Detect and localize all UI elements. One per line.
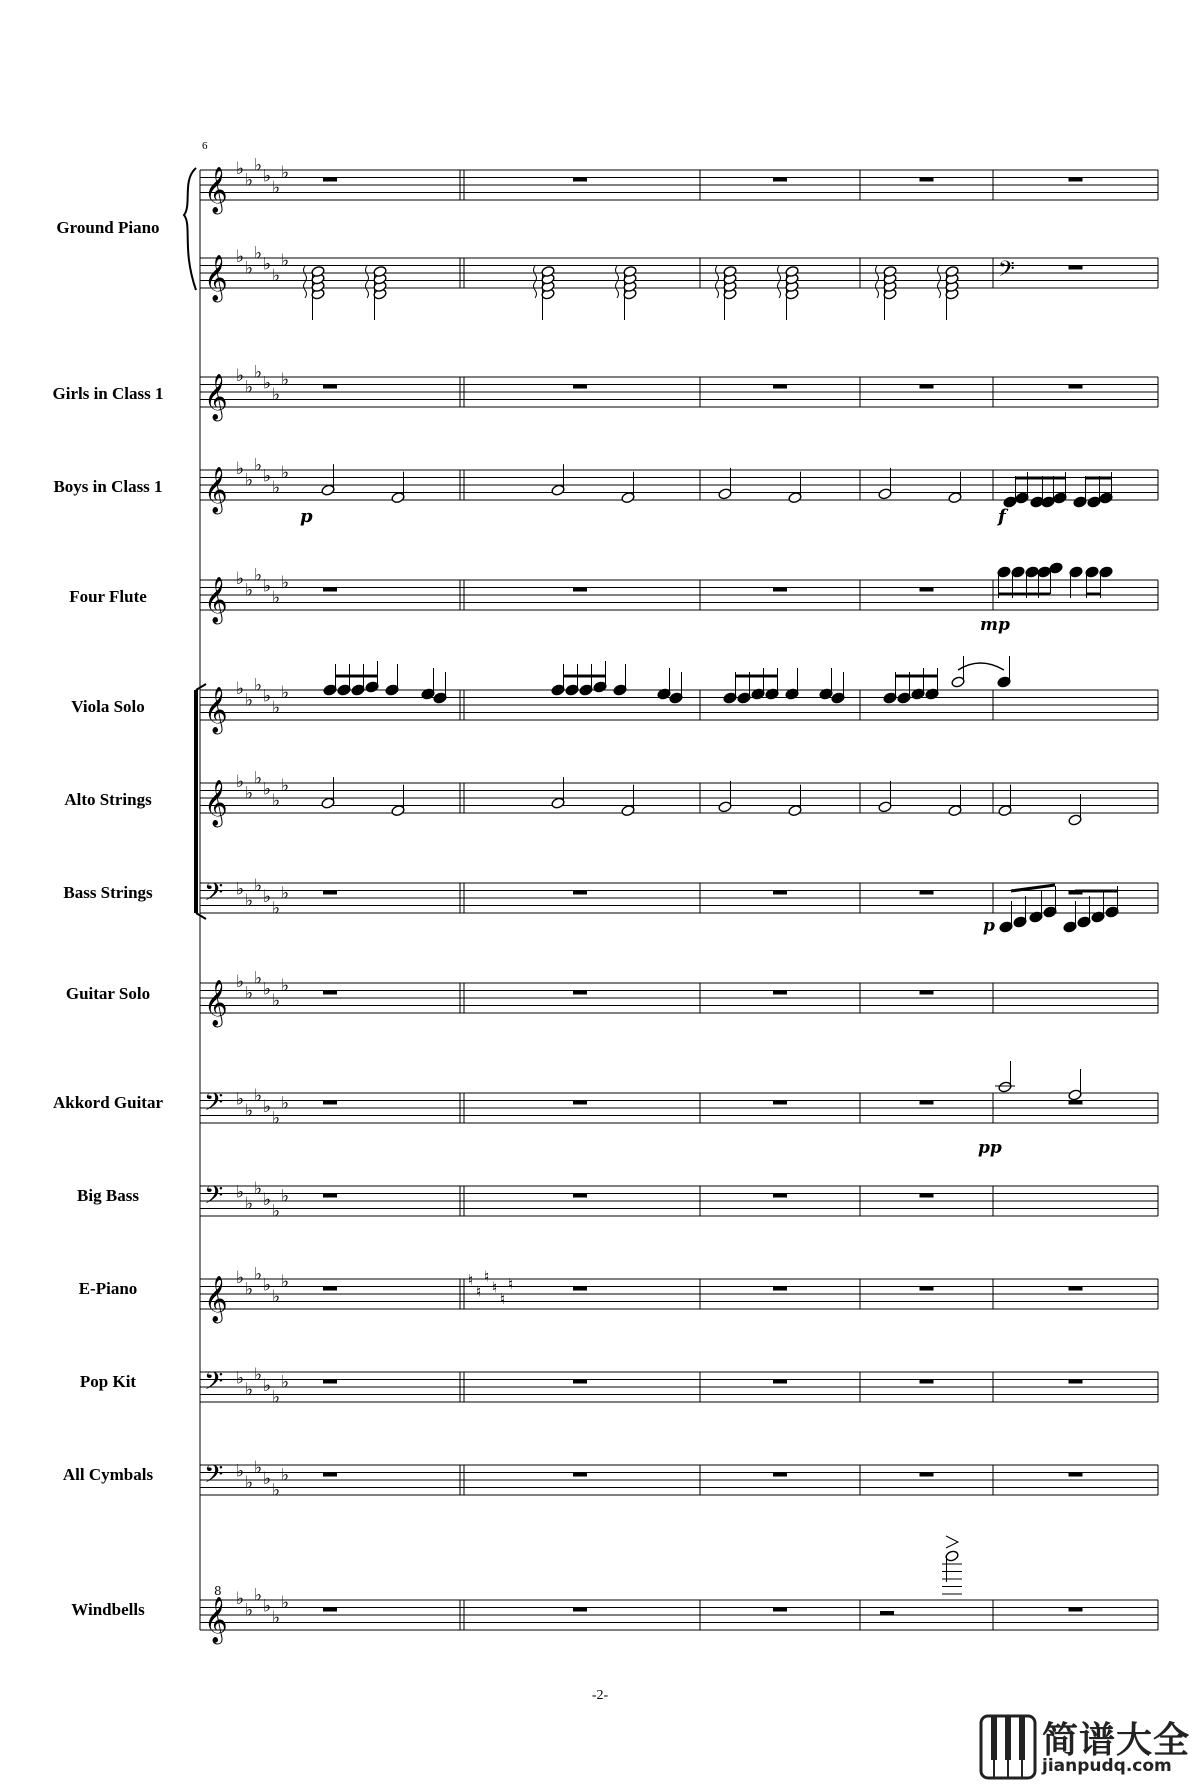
flat-icon: ♭ <box>272 1286 281 1307</box>
flat-icon: ♭ <box>263 1376 272 1396</box>
half-note <box>788 805 802 817</box>
flat-icon: ♭ <box>254 1178 263 1199</box>
whole-rest <box>773 1473 787 1477</box>
eighth-note <box>337 684 351 696</box>
sixteenth-note <box>433 692 447 704</box>
whole-rest <box>323 991 337 995</box>
whole-rest <box>920 385 934 389</box>
whole-rest <box>920 1101 934 1105</box>
flat-icon: ♭ <box>263 166 272 187</box>
eighth-note <box>351 684 365 696</box>
flat-icon: ♭ <box>245 377 254 398</box>
flat-icon: ♭ <box>236 247 245 267</box>
sixteenth-note <box>669 692 683 704</box>
eighth-note <box>999 921 1013 933</box>
flat-icon: ♭ <box>281 462 290 483</box>
flat-icon: ♭ <box>236 366 245 386</box>
flat-icon: ♭ <box>254 1264 263 1285</box>
instrument-label-guitar-solo: Guitar Solo <box>65 984 151 1003</box>
flat-icon: ♭ <box>245 580 254 601</box>
instrument-label-girls-in-class-1: Girls in Class 1 <box>52 384 164 403</box>
bracket-bottom <box>196 913 206 919</box>
eighth-note <box>1099 492 1113 504</box>
eighth-note <box>997 676 1011 688</box>
eighth-note <box>1069 566 1083 578</box>
flat-icon: ♭ <box>245 983 254 1004</box>
whole-rest <box>573 1101 587 1105</box>
half-note <box>945 1550 959 1562</box>
eighth-note <box>1049 562 1063 574</box>
bass-clef-icon: 𝄢 <box>204 1460 224 1495</box>
instrument-label-windbells: Windbells <box>71 1600 145 1619</box>
flat-icon: ♭ <box>245 890 254 911</box>
instrument-label-all-cymbals: All Cymbals <box>62 1465 154 1484</box>
flat-icon: ♭ <box>254 768 263 789</box>
instrument-label-boys-in-class-1: Boys in Class 1 <box>53 477 163 496</box>
flat-icon: ♭ <box>263 979 272 1000</box>
whole-rest <box>773 1101 787 1105</box>
flat-icon: ♭ <box>245 170 254 191</box>
flat-icon: ♭ <box>281 1592 290 1613</box>
whole-rest <box>1069 1101 1083 1105</box>
flat-icon: ♭ <box>272 587 281 608</box>
whole-rest <box>323 1473 337 1477</box>
dynamic-mark: f <box>998 506 1006 527</box>
flat-icon: ♭ <box>281 1186 290 1207</box>
whole-rest <box>920 588 934 592</box>
note-head <box>948 492 962 504</box>
flat-icon: ♭ <box>236 1589 245 1609</box>
flat-icon: ♭ <box>236 679 245 699</box>
flat-icon: ♭ <box>254 1364 263 1385</box>
half-note <box>391 805 405 817</box>
whole-rest <box>773 1287 787 1291</box>
flat-icon: ♭ <box>236 1461 245 1482</box>
flat-icon: ♭ <box>236 459 245 479</box>
treble-clef-icon: 𝄞 <box>204 167 228 213</box>
note-head <box>551 484 565 496</box>
instrument-label-four-flute: Four Flute <box>69 587 147 606</box>
flat-icon: ♭ <box>254 1457 263 1478</box>
flat-icon: ♭ <box>236 1182 245 1203</box>
flat-icon: ♭ <box>245 1379 254 1400</box>
whole-rest <box>573 1194 587 1198</box>
whole-rest <box>773 1608 787 1612</box>
flat-icon: ♭ <box>272 1108 281 1129</box>
flat-icon: ♭ <box>236 569 245 589</box>
whole-rest <box>323 1194 337 1198</box>
flat-icon: ♭ <box>272 477 281 498</box>
natural-icon: ♮ <box>500 1289 506 1308</box>
half-note <box>951 676 965 688</box>
eighth-note <box>1077 916 1091 928</box>
whole-rest <box>920 1380 934 1384</box>
note-head <box>788 492 802 504</box>
half-note <box>718 801 732 813</box>
flat-icon: ♭ <box>263 1097 272 1117</box>
whole-rest <box>573 891 587 895</box>
flat-icon: ♭ <box>254 362 263 383</box>
flat-icon: ♭ <box>263 1469 272 1489</box>
arpeggio-sign <box>876 266 879 298</box>
flat-icon: ♭ <box>281 1271 290 1292</box>
flat-icon: ♭ <box>236 159 245 179</box>
flat-icon: ♭ <box>281 883 290 904</box>
flat-icon: ♭ <box>236 972 245 992</box>
arpeggio-sign <box>616 266 619 298</box>
arpeggio-sign <box>716 266 719 298</box>
eighth-note <box>565 684 579 696</box>
dotted-eighth-note <box>613 684 627 696</box>
whole-rest <box>573 1287 587 1291</box>
whole-rest <box>1069 385 1083 389</box>
whole-rest <box>773 1194 787 1198</box>
whole-rest <box>773 588 787 592</box>
half-note <box>948 805 962 817</box>
note-head <box>321 484 335 496</box>
half-note <box>878 801 892 813</box>
instrument-label-ground-piano: Ground Piano <box>56 218 160 237</box>
whole-rest <box>773 178 787 182</box>
flat-icon: ♭ <box>236 879 245 900</box>
whole-rest <box>323 1287 337 1291</box>
eighth-note <box>1105 906 1119 918</box>
flat-icon: ♭ <box>272 1607 281 1628</box>
whole-rest <box>773 385 787 389</box>
flat-icon: ♭ <box>245 470 254 491</box>
piano-keys-icon <box>978 1712 1038 1782</box>
flat-icon: ♭ <box>254 455 263 476</box>
instrument-label-akkord-guitar: Akkord Guitar <box>52 1093 164 1112</box>
half-note <box>621 805 635 817</box>
treble-clef-icon: 𝄞 <box>204 374 228 420</box>
instrument-label-e-piano: E-Piano <box>78 1279 138 1298</box>
whole-rest <box>1069 266 1083 270</box>
treble-clef-icon: 𝄞 <box>204 1276 228 1322</box>
eighth-note <box>1053 492 1067 504</box>
flat-icon: ♭ <box>236 1089 245 1110</box>
eighth-note <box>1015 492 1029 504</box>
flat-icon: ♭ <box>272 898 281 919</box>
flat-icon: ♭ <box>263 1596 272 1617</box>
treble-clef-icon: 𝄞 <box>204 577 228 623</box>
flat-icon: ♭ <box>245 1193 254 1214</box>
whole-rest <box>323 1608 337 1612</box>
bass-clef-icon: 𝄢 <box>204 1088 224 1123</box>
whole-rest <box>1069 1287 1083 1291</box>
flat-icon: ♭ <box>263 686 272 707</box>
flat-icon: ♭ <box>254 1585 263 1606</box>
flat-icon: ♭ <box>281 162 290 183</box>
flat-icon: ♭ <box>281 369 290 390</box>
flat-icon: ♭ <box>236 1268 245 1288</box>
whole-rest <box>573 1608 587 1612</box>
flat-icon: ♭ <box>263 466 272 487</box>
whole-rest <box>920 1194 934 1198</box>
whole-rest <box>773 991 787 995</box>
instrument-label-alto-strings: Alto Strings <box>64 790 152 809</box>
flat-icon: ♭ <box>281 682 290 703</box>
eighth-note <box>1041 496 1055 508</box>
flat-icon: ♭ <box>245 258 254 279</box>
eighth-note <box>883 692 897 704</box>
accent-mark <box>946 1536 958 1548</box>
half-note <box>1068 814 1082 826</box>
whole-rest <box>1069 178 1083 182</box>
natural-icon: ♮ <box>476 1282 482 1301</box>
whole-rest <box>573 991 587 995</box>
flat-icon: ♭ <box>245 783 254 804</box>
whole-rest <box>323 385 337 389</box>
eighth-note <box>1011 566 1025 578</box>
dynamic-mark: mp <box>980 615 1010 635</box>
half-note <box>1068 1089 1082 1101</box>
bass-clef-icon: 𝄢 <box>204 1367 224 1402</box>
whole-rest <box>920 178 934 182</box>
half-note <box>998 805 1012 817</box>
whole-rest <box>573 588 587 592</box>
dynamic-mark: p <box>983 916 995 936</box>
eighth-note <box>897 692 911 704</box>
site-logo[interactable] <box>978 1712 1200 1784</box>
flat-icon: ♭ <box>263 887 272 907</box>
eighth-note <box>551 684 565 696</box>
natural-icon: ♮ <box>508 1274 514 1293</box>
dynamic-mark: pp <box>978 1138 1002 1158</box>
flat-icon: ♭ <box>281 975 290 996</box>
arpeggio-sign <box>304 266 307 298</box>
eighth-note <box>997 566 1011 578</box>
treble-clef-icon: 𝄞 <box>204 467 228 513</box>
flat-icon: ♭ <box>263 1275 272 1296</box>
treble-clef-icon: 𝄞 <box>204 780 228 826</box>
whole-rest <box>1069 1473 1083 1477</box>
flat-icon: ♭ <box>272 265 281 286</box>
whole-rest <box>920 991 934 995</box>
instrument-label-viola-solo: Viola Solo <box>71 697 145 716</box>
whole-rest <box>323 1101 337 1105</box>
flat-icon: ♭ <box>263 779 272 800</box>
eighth-note <box>1073 496 1087 508</box>
arpeggio-sign <box>534 266 537 298</box>
eighth-note <box>1013 916 1027 928</box>
octave-marker: 8 <box>214 1584 222 1598</box>
flat-icon: ♭ <box>272 790 281 811</box>
whole-rest <box>573 1380 587 1384</box>
whole-rest <box>773 891 787 895</box>
flat-icon: ♭ <box>254 1085 263 1106</box>
instrument-label-pop-kit: Pop Kit <box>79 1372 137 1391</box>
tie <box>958 663 1004 670</box>
flat-icon: ♭ <box>272 177 281 198</box>
whole-rest <box>323 178 337 182</box>
arpeggio-sign <box>778 266 781 298</box>
whole-rest <box>573 178 587 182</box>
whole-rest <box>323 1380 337 1384</box>
flat-icon: ♭ <box>254 243 263 264</box>
note-head <box>391 492 405 504</box>
whole-rest <box>920 891 934 895</box>
flat-icon: ♭ <box>245 1472 254 1493</box>
half-note <box>321 797 335 809</box>
flat-icon: ♭ <box>272 990 281 1011</box>
flat-icon: ♭ <box>281 572 290 593</box>
eighth-note <box>723 692 737 704</box>
flat-icon: ♭ <box>281 250 290 271</box>
flat-icon: ♭ <box>254 875 263 896</box>
eighth-note <box>1043 906 1057 918</box>
bass-clef-icon: 𝄢 <box>204 878 224 913</box>
flat-icon: ♭ <box>245 690 254 711</box>
eighth-note <box>579 684 593 696</box>
treble-clef-icon: 𝄞 <box>204 980 228 1026</box>
eighth-note <box>323 684 337 696</box>
measure-number: 6 <box>202 140 208 152</box>
flat-icon: ♭ <box>272 1480 281 1501</box>
whole-rest <box>1069 1608 1083 1612</box>
sixteenth-note <box>831 692 845 704</box>
flat-icon: ♭ <box>272 1387 281 1408</box>
whole-rest <box>573 385 587 389</box>
flat-icon: ♭ <box>272 697 281 718</box>
eighth-note <box>1099 566 1113 578</box>
dynamic-mark: p <box>300 506 313 527</box>
bass-clef-change-icon: 𝄢 <box>998 257 1015 287</box>
flat-icon: ♭ <box>254 675 263 696</box>
whole-rest <box>1069 1380 1083 1384</box>
flat-icon: ♭ <box>236 772 245 792</box>
bass-clef-icon: 𝄢 <box>204 1181 224 1216</box>
flat-icon: ♭ <box>281 1372 290 1393</box>
half-note <box>998 1081 1012 1093</box>
flat-icon: ♭ <box>236 1368 245 1389</box>
eighth-note <box>737 692 751 704</box>
flat-icon: ♭ <box>272 384 281 405</box>
flat-icon: ♭ <box>254 155 263 176</box>
instrument-label-bass-strings: Bass Strings <box>63 883 153 902</box>
whole-rest <box>573 1473 587 1477</box>
flat-icon: ♭ <box>245 1600 254 1621</box>
dotted-eighth-note <box>385 684 399 696</box>
eighth-note <box>1087 496 1101 508</box>
treble-clef-icon: 𝄞 <box>204 255 228 301</box>
whole-rest <box>323 891 337 895</box>
note-head <box>878 488 892 500</box>
flat-icon: ♭ <box>281 1093 290 1114</box>
eighth-note <box>593 681 607 693</box>
flat-icon: ♭ <box>254 968 263 989</box>
instrument-label-big-bass: Big Bass <box>77 1186 139 1205</box>
note-head <box>621 492 635 504</box>
natural-icon: ♮ <box>468 1271 474 1289</box>
flat-icon: ♭ <box>281 775 290 796</box>
flat-icon: ♭ <box>254 565 263 586</box>
flat-icon: ♭ <box>263 254 272 275</box>
half-note <box>551 797 565 809</box>
eighth-note <box>1063 921 1077 933</box>
flat-icon: ♭ <box>245 1100 254 1121</box>
flat-icon: ♭ <box>245 1279 254 1300</box>
natural-icon: ♮ <box>484 1267 490 1286</box>
arpeggio-sign <box>366 266 369 298</box>
whole-rest <box>323 588 337 592</box>
whole-rest <box>920 1287 934 1291</box>
flat-icon: ♭ <box>272 1201 281 1222</box>
eighth-note <box>1025 566 1039 578</box>
flat-icon: ♭ <box>263 576 272 597</box>
half-rest <box>880 1611 894 1615</box>
flat-icon: ♭ <box>263 1190 272 1210</box>
logo-url: jianpudq.com <box>1042 1756 1172 1776</box>
note-head <box>718 488 732 500</box>
eighth-note <box>1037 566 1051 578</box>
whole-rest <box>773 1380 787 1384</box>
whole-rest <box>920 1473 934 1477</box>
logo-title: 简谱大全 <box>1042 1720 1191 1761</box>
page-number: -2- <box>591 1688 609 1703</box>
flat-icon: ♭ <box>263 373 272 394</box>
treble-clef-icon: 𝄞 <box>204 687 228 733</box>
flat-icon: ♭ <box>281 1465 290 1486</box>
eighth-note <box>1085 566 1099 578</box>
arpeggio-sign <box>938 266 941 298</box>
eighth-note <box>365 681 379 693</box>
treble-clef-icon: 𝄞 <box>204 1597 228 1643</box>
natural-icon: ♮ <box>492 1278 498 1297</box>
